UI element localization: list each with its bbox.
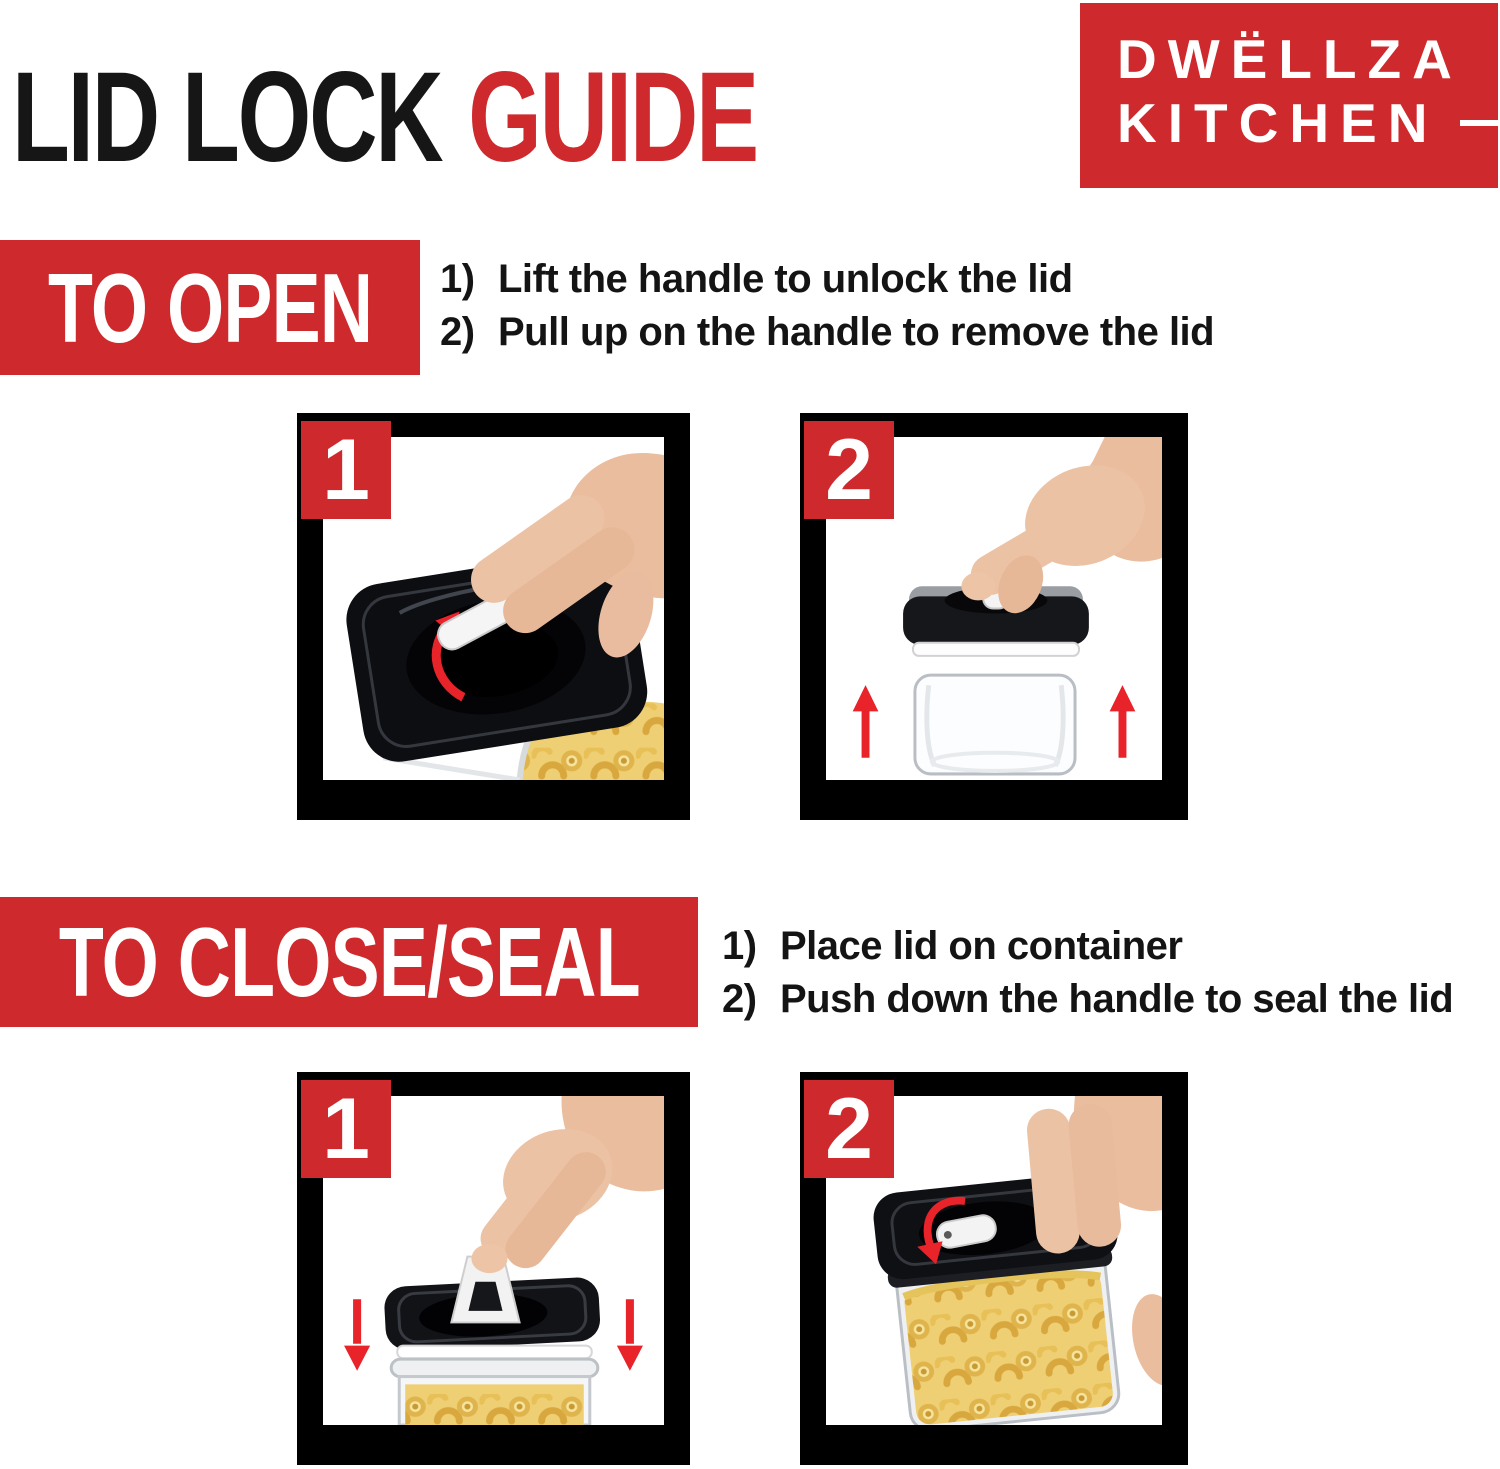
logo-line2: KITCHEN — [1117, 92, 1439, 154]
logo-line2-row — [1117, 91, 1498, 155]
panel-open-1-number: 1 — [322, 422, 370, 518]
hand — [471, 1096, 664, 1276]
panel-open-2-number-badge — [804, 421, 894, 519]
to-open-banner-label: TO OPEN — [47, 252, 373, 363]
container-base — [915, 675, 1075, 774]
panel-close-1-number: 1 — [322, 1081, 370, 1177]
close-step-2-text: Push down the handle to seal the lid — [780, 977, 1454, 1021]
panel-close-2 — [800, 1072, 1188, 1465]
title-red-text: GUIDE — [468, 46, 757, 189]
panel-open-2-number: 2 — [825, 422, 873, 518]
down-arrow-left-icon — [344, 1299, 370, 1371]
down-arrow-right-icon — [617, 1299, 643, 1371]
brand-logo — [1080, 3, 1498, 188]
open-step-1-text: Lift the handle to unlock the lid — [498, 257, 1073, 301]
panel-open-1 — [297, 413, 690, 820]
panel-close-2-number-badge — [804, 1080, 894, 1178]
panel-open-2 — [800, 413, 1188, 820]
container-base — [399, 1377, 590, 1425]
title-black-text: LID LOCK — [12, 46, 442, 189]
logo-dash — [1460, 120, 1498, 126]
panel-close-1 — [297, 1072, 690, 1465]
close-step-1-text: Place lid on container — [780, 924, 1183, 968]
logo-line1: DWËLLZA — [1117, 28, 1463, 90]
open-step-1-number: 1) — [440, 257, 475, 301]
close-step-1 — [722, 920, 1453, 973]
open-step-2 — [440, 306, 1214, 359]
to-close-steps — [722, 920, 1453, 1026]
panel-open-1-number-badge — [301, 421, 391, 519]
to-close-banner — [0, 897, 698, 1027]
open-step-1 — [440, 253, 1214, 306]
up-arrow-right-icon — [1110, 685, 1136, 758]
to-open-banner — [0, 240, 420, 375]
panel-close-1-number-badge — [301, 1080, 391, 1178]
to-close-banner-label: TO CLOSE/SEAL — [58, 907, 640, 1017]
to-open-steps — [440, 253, 1214, 359]
open-step-2-number: 2) — [440, 310, 475, 354]
close-step-2 — [722, 973, 1453, 1026]
page-title — [12, 46, 757, 189]
close-step-2-number: 2) — [722, 977, 757, 1021]
close-step-1-number: 1) — [722, 924, 757, 968]
open-step-2-text: Pull up on the handle to remove the lid — [498, 310, 1215, 354]
up-arrow-left-icon — [853, 685, 879, 758]
panel-close-2-number: 2 — [825, 1081, 873, 1177]
